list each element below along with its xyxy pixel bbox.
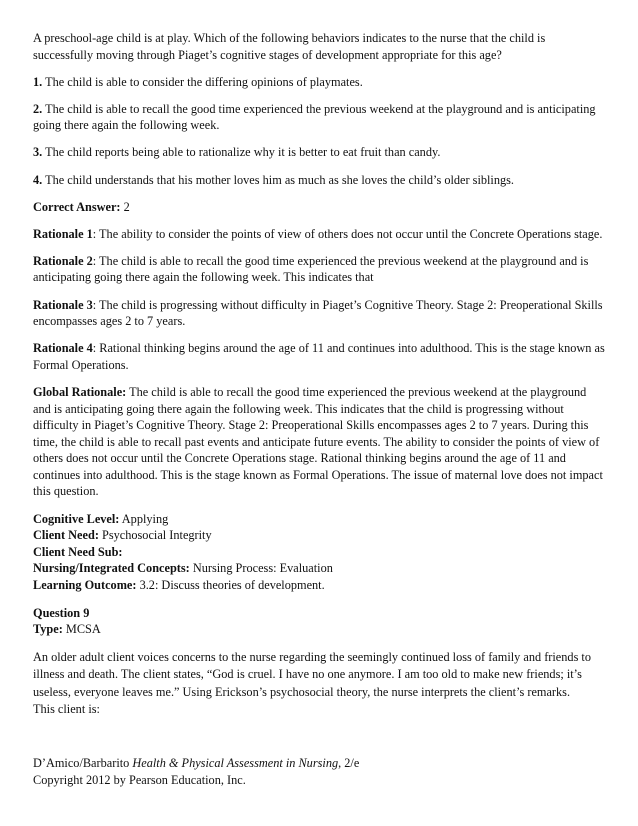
meta-value: Psychosocial Integrity — [98, 528, 212, 543]
question-metadata — [33, 511, 606, 594]
question-9-stem — [33, 649, 606, 719]
rationale-label: Rationale 1 — [33, 226, 93, 241]
option-4 — [33, 172, 606, 189]
rationale-2 — [33, 253, 606, 286]
client-need-sub — [33, 544, 606, 561]
option-text: The child is able to consider the differing opinions of playmates. — [42, 74, 363, 89]
page-footer — [33, 755, 359, 788]
cognitive-level — [33, 511, 606, 528]
meta-label: Nursing/Integrated Concepts: — [33, 561, 190, 576]
correct-answer-label: Correct Answer: — [33, 199, 121, 214]
option-number: 4. — [33, 172, 43, 187]
correct-answer — [33, 199, 606, 216]
question-9-header — [33, 605, 606, 638]
meta-value: 3.2: Discuss theories of development. — [136, 577, 325, 592]
option-number: 3. — [33, 145, 43, 160]
correct-answer-value: 2 — [120, 199, 130, 214]
learning-outcome — [33, 577, 606, 594]
rationale-label: Rationale 2 — [33, 253, 93, 268]
option-3 — [33, 144, 606, 161]
question-type — [33, 621, 606, 638]
rationale-1 — [33, 226, 606, 243]
global-rationale — [33, 384, 606, 500]
meta-label: Cognitive Level: — [33, 511, 120, 526]
global-rationale-text: The child is able to recall the good time experienced the previous weekend at the playground and is anticipating going there again the following week. This indicates that the child is progressing without difficulty in Piaget’s Cognitive Theory. Stage 2: Preoperational Skills encompasses ages 2 to 7 years. During this time, the child is able to recall past events and anticipate future events. The ability to consider the points of view of others does not occur until the Concrete Operations stage. Rational thinking begins around the age of 11 and continues into adulthood. This is the stage known as Formal Operations. The issue of maternal love does not impact this question. — [33, 384, 603, 499]
option-number: 2. — [33, 101, 43, 116]
question-type-label: Type: — [33, 622, 63, 637]
rationale-text: : The child is progressing without difficulty in Piaget’s Cognitive Theory. Stage 2: Preoperational Skills encompasses ages 2 to 7 years. — [33, 297, 603, 329]
question-9-stem-lead: This client is: — [33, 702, 100, 717]
meta-value: Applying — [119, 511, 169, 526]
option-text: The child is able to recall the good time experienced the previous weekend at the playground and is anticipating going there again the following week. — [33, 101, 596, 133]
footer-edition: , 2/e — [338, 756, 360, 770]
rationale-3 — [33, 297, 606, 330]
rationale-label: Rationale 3 — [33, 297, 93, 312]
rationale-label: Rationale 4 — [33, 341, 93, 356]
option-number: 1. — [33, 74, 43, 89]
client-need — [33, 527, 606, 544]
option-text: The child reports being able to rationalize why it is better to eat fruit than candy. — [42, 145, 441, 160]
option-text: The child understands that his mother loves him as much as she loves the child’s older siblings. — [42, 172, 515, 187]
meta-label: Client Need Sub: — [33, 544, 123, 559]
option-2 — [33, 101, 606, 134]
rationale-4 — [33, 340, 606, 373]
footer-book-title: Health & Physical Assessment in Nursing — [132, 756, 339, 770]
meta-value: Nursing Process: Evaluation — [189, 561, 333, 576]
footer-authors: D’Amico/Barbarito — [33, 756, 133, 770]
option-1 — [33, 74, 606, 91]
nursing-concepts — [33, 560, 606, 577]
meta-label: Learning Outcome: — [33, 577, 137, 592]
meta-label: Client Need: — [33, 528, 99, 543]
question-stem: A preschool-age child is at play. Which of the following behaviors indicates to the nurse that the child is successfully moving through Piaget’s cognitive stages of development appropriate for this age? — [33, 31, 546, 62]
global-rationale-label: Global Rationale: — [33, 384, 127, 399]
footer-copyright: Copyright 2012 by Pearson Education, Inc. — [33, 772, 246, 787]
question-9-stem-text: An older adult client voices concerns to the nurse regarding the seemingly continued loss of family and friends to illness and death. The client states, “God is cruel. I have no one anymore. I am too old to make new friends; it’s useless, everyone leaves me.” Using Erickson’s psychosocial theory, the nurse interprets the client’s remarks. — [33, 649, 591, 699]
footer-citation — [33, 755, 359, 772]
rationale-text: : Rational thinking begins around the age of 11 and continues into adulthood. This is the stage known as Formal Operations. — [33, 341, 605, 372]
question-title-text: Question 9 — [33, 605, 90, 620]
rationale-text: : The ability to consider the points of view of others does not occur until the Concrete Operations stage. — [92, 226, 603, 241]
rationale-text: : The child is able to recall the good time experienced the previous weekend at the playground and is anticipating going there again the following week. This indicates that — [33, 253, 589, 285]
question-type-value: MCSA — [62, 622, 101, 637]
question-title — [33, 605, 606, 622]
